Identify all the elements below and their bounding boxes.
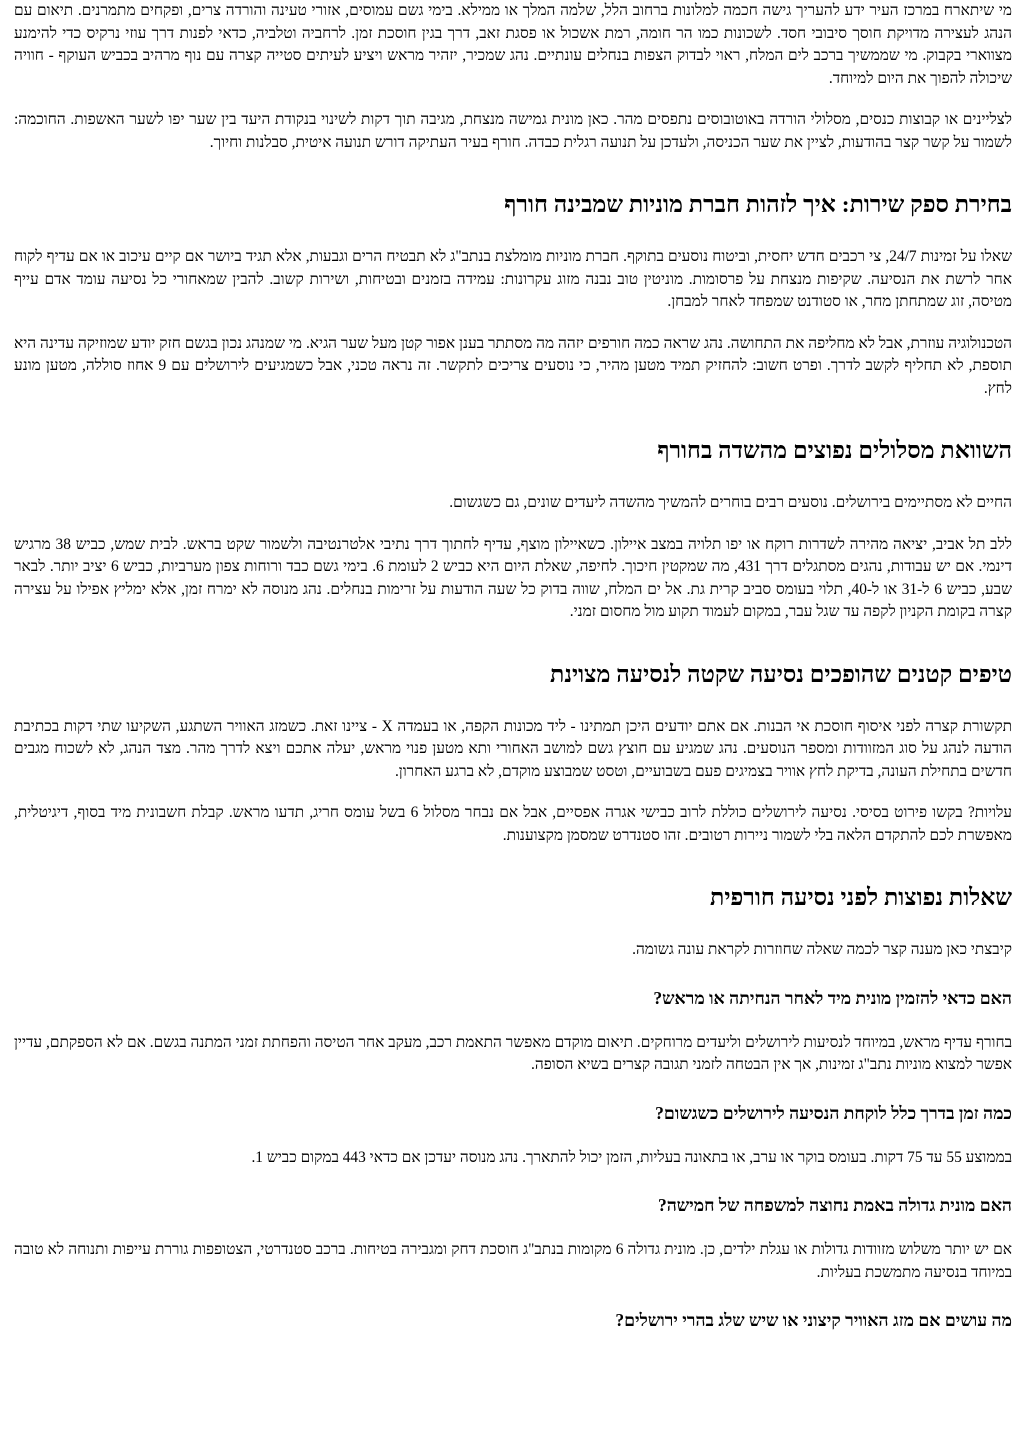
faq-question: האם כדאי להזמין מונית מיד לאחר הנחיתה או מראש? bbox=[653, 987, 1012, 1008]
faq-intro: קיבצתי כאן מענה קצר לכמה שאלה שחוזרות לקראת עונה גשומה. bbox=[632, 941, 1012, 958]
section-heading-tips: טיפים קטנים שהופכים נסיעה שקטה לנסיעה מצוינת bbox=[549, 661, 1012, 688]
section-heading-faq: שאלות נפוצות לפני נסיעה חורפית bbox=[710, 885, 1012, 911]
intro-paragraph-2: לצליינים או קבוצות כנסים, מסלולי הורדה באוטובוסים נתפסים מהר. כאן מונית גמישה מנצחת, מגיבה תוך דקות לשינוי בנקודת היעד בין שער יפו לשער האשפות. החוכמה: לשמור על קשר קצר בהודעות, לציין את שער הכניסה, ולעדכן על תנועה רגלית כבדה. חורף בעיר העתיקה דורש תנועה איטית, סבלנות וחיוך. bbox=[14, 111, 1012, 151]
faq-question: מה עושים אם מזג האוויר קיצוני או שיש שלג בהרי ירושלים? bbox=[615, 1310, 1012, 1330]
section-heading-routes: השוואת מסלולים נפוצים מהשדה בחורף bbox=[657, 438, 1012, 464]
section2-paragraph-2: ללב תל אביב, יציאה מהירה לשדרות רוקח או יפו תלויה במצב איילון. כשאיילון מוצף, עדיף לחתוך דרך נתיבי אלטרנטיבה ולשמור שקט בראש. לבית שמש, כביש 38 מרגיש דינמי. אם יש עבודות, נהגים מסתגלים דרך 431, מה שמקטין חיכוך. לחיפה, שאלת היום היא כביש 2 לעומת 6. בימי גשם כבד ורוחות צפון מערביות, כביש 6 יציב יותר. לבאר שבע, כביש 6 ל-31 או ל-40, תלוי בעומס סביב קרית גת. אל ים המלח, שווה בדוק כל שעה הודעות על זרימות בנחלים. נהג מנוסה לא ימרח זמן, אלא ימליץ אפילו על עצירה קצרה בקומת הקניון לקפה עד שגל עבר, במקום לעמוד תקוע מול מחסום זמני. bbox=[14, 535, 1012, 620]
faq-answer: בממוצע 55 עד 75 דקות. בעומס בוקר או ערב, או בתאונה בעליות, הזמן יכול להתארך. נהג מנוסה יעדכן אם כדאי 443 במקום כביש 1. bbox=[251, 1148, 1012, 1166]
faq-answer: אם יש יותר משלוש מזוודות גדולות או עגלת ילדים, כן. מונית גדולה 6 מקומות בנתב"ג חוסכת דחק ומגבירה בטיחות. ברכב סטנדרטי, הצטופפות גוררת עייפות ותנוחה לא טובה במיוחד בנסיעה מתמשכת בעליות. bbox=[14, 1241, 1012, 1281]
faq-answer: בחורף עדיף מראש, במיוחד לנסיעות לירושלים וליעדים מרוחקים. תיאום מוקדם מאפשר התאמת רכב, מעקב אחר הטיסה והפחתת זמני המתנה בגשם. אם לא הספקתם, עדיין אפשר למצוא מוניות נתב"ג זמינות, אך אין הבטחה לזמני תגובה קצרים בשיא הסופה. bbox=[14, 1033, 1012, 1073]
section-heading-provider: בחירת ספק שירות: איך לזהות חברת מוניות שמבינה חורף bbox=[504, 192, 1012, 218]
intro-paragraph-1: מי שיתארח במרכז העיר ידע להעריך גישה חכמה למלונות ברחוב הלל, שלמה המלך או ממילא. בימי גשם עמוסים, אזורי טעינה והורדה צרים, ופקחים מתמרנים. תיאום עם הנהג לעצירה מדויקת חוסך סיבובי חסד. לשכונות כמו הר חומה, רמת אשכול או פסגת זאב, דרך בגין חוסכת זמן. לרחביה וטלביה, כדאי לפנות דרך עוזי נרקיס כדי להימנע מצווארי בקבוק. מי שממשיך ברכב לים המלח, ראוי לבדוק הצפות בנחלים עונתיים. נהג שמכיר, יזהיר מראש ויציע לעיתים סטייה קצרה עם נוף מרהיב בכביש העוקף - חוויה שיכולה להפוך את היום למיוחד. bbox=[14, 2, 1012, 87]
faq-question: האם מונית גדולה באמת נחוצה למשפחה של חמישה? bbox=[657, 1195, 1012, 1215]
section3-paragraph-1: תקשורת קצרה לפני איסוף חוסכת אי הבנות. אם אתם יודעים היכן תמתינו - ליד מכונות הקפה, או בעמדה X - ציינו זאת. כשמזג האוויר השתגע, השקיעו שתי דקות בכתיבת הודעה לנהג על סוג המזוודות ומספר הנוסעים. נהג שמגיע עם חוצץ גשם למושב האחורי ותא מטען פנוי מראש, יעלה אתכם ויצא לדרך מהר. מצד הנהג, לא לשכוח מגבים חדשים בתחילת העונה, בדיקת לחץ אוויר בצמיגים פעם בשבועיים, וטסט שמבוצע מוקדם, לא ברגע האחרון. bbox=[14, 717, 1012, 780]
section1-paragraph-2: הטכנולוגיה עוזרת, אבל לא מחליפה את התחושה. נהג שראה כמה חורפים יזהה מה מסתתר בענן אפור קטן מעל שער הגיא. מי שמנהג נכון בגשם חזק יודע שמוזיקה עדינה היא תוספת, לא תחליף לקשב לדרך. ופרט חשוב: להחזיק תמיד מטען מהיר, כי נוסעים צריכים לתקשר. זה נראה טכני, אבל כשמגיעים לירושלים עם 9 אחוז סוללה, מטען מונע לחץ. bbox=[14, 334, 1012, 397]
section1-paragraph-1: שאלו על זמינות 24/7, צי רכבים חדש יחסית, וביטוח נוסעים בתוקף. חברת מוניות מומלצת בנתב"ג לא תבטיח הרים וגבעות, אלא תגיד ביושר אם קיים עיכוב או אם עדיף לקוח אחר לרשת את הנסיעה. שקיפות מנצחת על פרסומות. מוניטין טוב נבנה מזוג עקרונות: עמידה בזמנים ובטיחות, ושירות קשוב. להבין שמאחורי כל נסיעה עומד אדם עייף מטיסה, זוג שמתחתן מחר, או סטודנט שמפחד לאחר למבחן. bbox=[14, 248, 1012, 310]
section2-paragraph-1: החיים לא מסתיימים בירושלים. נוסעים רבים בוחרים להמשיך מהשדה ליעדים שונים, גם כשגשום. bbox=[449, 494, 1012, 511]
section3-paragraph-2: עלויות? בקשו פירוט בסיסי. נסיעה לירושלים כוללת לרוב כבישי אגרה אפסיים, אבל אם נבחר מסלול 6 בשל עומס חריג, תדעו מראש. קבלת חשבונית מיד בסוף, דיגיטלית, מאפשרת לכם להתקדם הלאה בלי לשמור ניירות רטובים. זהו סטנדרט שמסמן מקצוענות. bbox=[14, 804, 1012, 844]
faq-question: כמה זמן בדרך כלל לוקחת הנסיעה לירושלים כשגשום? bbox=[655, 1102, 1012, 1123]
